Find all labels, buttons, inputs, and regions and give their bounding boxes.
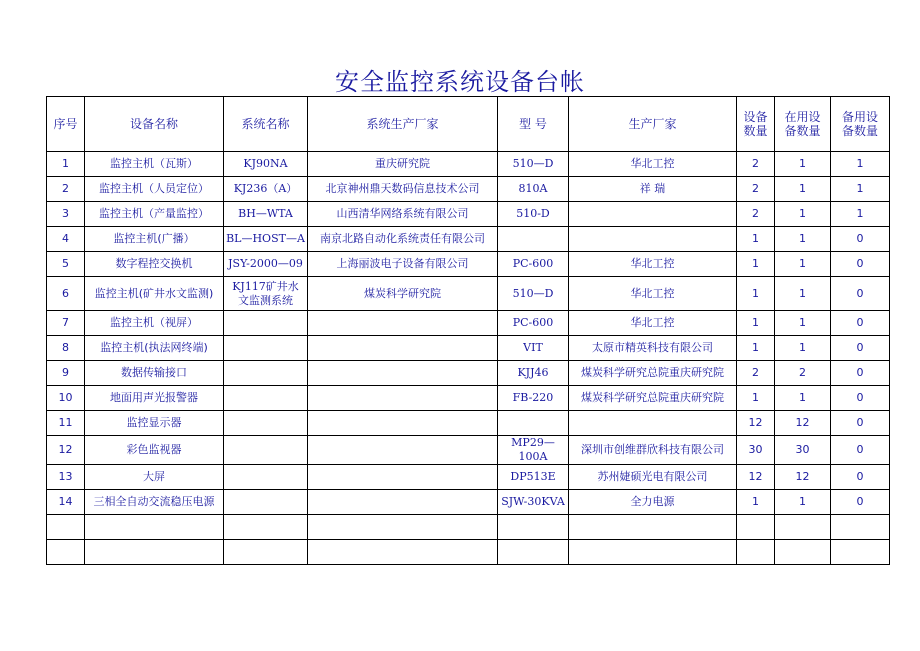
- cell-spare: 0: [831, 386, 890, 411]
- cell-spare: 0: [831, 436, 890, 465]
- cell-qty: 1: [737, 227, 775, 252]
- equipment-ledger-table: [46, 96, 890, 565]
- cell-spare: 0: [831, 411, 890, 436]
- cell-spare: 0: [831, 252, 890, 277]
- table-row: [47, 411, 890, 436]
- cell-device-name: 监控显示器: [85, 411, 224, 436]
- cell-model: 810A: [498, 177, 569, 202]
- cell-index: 2: [47, 177, 85, 202]
- table-row: [47, 465, 890, 490]
- cell-model: 510—D: [498, 277, 569, 311]
- cell-model: KJJ46: [498, 361, 569, 386]
- cell-system-name: BH—WTA: [224, 202, 308, 227]
- cell-system-maker: [308, 386, 498, 411]
- cell-in-use: [775, 515, 831, 540]
- cell-system-maker: [308, 436, 498, 465]
- cell-system-name: [224, 540, 308, 565]
- cell-index: 4: [47, 227, 85, 252]
- cell-index: 12: [47, 436, 85, 465]
- cell-device-name: 监控主机（瓦斯）: [85, 152, 224, 177]
- cell-system-maker: 上海丽波电子设备有限公司: [308, 252, 498, 277]
- header-device-name: 设备名称: [85, 97, 224, 152]
- cell-spare: 1: [831, 152, 890, 177]
- cell-qty: 1: [737, 386, 775, 411]
- cell-in-use: 1: [775, 336, 831, 361]
- cell-system-name: JSY-2000—09: [224, 252, 308, 277]
- cell-model: 510-D: [498, 202, 569, 227]
- cell-device-name: 监控主机（视屏）: [85, 311, 224, 336]
- cell-qty: 1: [737, 311, 775, 336]
- cell-model: FB-220: [498, 386, 569, 411]
- cell-maker: [569, 540, 737, 565]
- cell-in-use: 12: [775, 411, 831, 436]
- cell-system-name: KJ90NA: [224, 152, 308, 177]
- cell-system-name: [224, 436, 308, 465]
- cell-qty: 1: [737, 490, 775, 515]
- cell-spare: 1: [831, 177, 890, 202]
- cell-system-maker: [308, 361, 498, 386]
- cell-system-name: [224, 465, 308, 490]
- cell-qty: 12: [737, 411, 775, 436]
- cell-qty: [737, 540, 775, 565]
- cell-maker: 煤炭科学研究总院重庆研究院: [569, 361, 737, 386]
- cell-device-name: [85, 540, 224, 565]
- cell-maker: [569, 411, 737, 436]
- cell-spare: [831, 540, 890, 565]
- cell-in-use: 1: [775, 311, 831, 336]
- cell-index: [47, 540, 85, 565]
- cell-system-name: [224, 515, 308, 540]
- cell-device-name: 监控主机（人员定位）: [85, 177, 224, 202]
- cell-model: MP29—100A: [498, 436, 569, 465]
- cell-qty: 1: [737, 336, 775, 361]
- cell-system-name: BL—HOST—A: [224, 227, 308, 252]
- table-row: [47, 386, 890, 411]
- cell-index: 11: [47, 411, 85, 436]
- cell-system-maker: [308, 540, 498, 565]
- table-row: [47, 515, 890, 540]
- cell-in-use: [775, 540, 831, 565]
- cell-system-name: KJ117矿井水 文监测系统: [224, 277, 308, 311]
- cell-maker: 华北工控: [569, 311, 737, 336]
- cell-maker: 苏州婕硕光电有限公司: [569, 465, 737, 490]
- table-row: [47, 311, 890, 336]
- cell-system-name: [224, 490, 308, 515]
- cell-model: DP513E: [498, 465, 569, 490]
- cell-device-name: 数字程控交换机: [85, 252, 224, 277]
- cell-system-maker: 山西清华网络系统有限公司: [308, 202, 498, 227]
- cell-system-maker: [308, 490, 498, 515]
- cell-qty: 1: [737, 252, 775, 277]
- table-row: [47, 177, 890, 202]
- cell-index: 10: [47, 386, 85, 411]
- cell-qty: 30: [737, 436, 775, 465]
- header-maker: 生产厂家: [569, 97, 737, 152]
- header-system-maker: 系统生产厂家: [308, 97, 498, 152]
- cell-in-use: 1: [775, 177, 831, 202]
- cell-in-use: 30: [775, 436, 831, 465]
- cell-device-name: 地面用声光报警器: [85, 386, 224, 411]
- cell-qty: 2: [737, 177, 775, 202]
- cell-in-use: 1: [775, 490, 831, 515]
- cell-in-use: 1: [775, 227, 831, 252]
- cell-spare: 0: [831, 465, 890, 490]
- cell-index: 5: [47, 252, 85, 277]
- cell-device-name: 三相全自动交流稳压电源: [85, 490, 224, 515]
- cell-system-name: [224, 411, 308, 436]
- table-row: [47, 436, 890, 465]
- cell-qty: 12: [737, 465, 775, 490]
- cell-spare: 0: [831, 227, 890, 252]
- cell-system-maker: [308, 336, 498, 361]
- cell-qty: 2: [737, 202, 775, 227]
- cell-maker: [569, 202, 737, 227]
- cell-in-use: 1: [775, 252, 831, 277]
- cell-system-name: [224, 386, 308, 411]
- table-row: [47, 202, 890, 227]
- cell-in-use: 1: [775, 202, 831, 227]
- cell-maker: [569, 515, 737, 540]
- cell-spare: 0: [831, 336, 890, 361]
- cell-device-name: [85, 515, 224, 540]
- table-row: [47, 336, 890, 361]
- page-title: 安全监控系统设备台帐: [335, 68, 585, 96]
- cell-system-maker: [308, 411, 498, 436]
- cell-device-name: 数据传输接口: [85, 361, 224, 386]
- header-index: 序号: [47, 97, 85, 152]
- cell-system-name: [224, 311, 308, 336]
- cell-spare: 0: [831, 361, 890, 386]
- cell-system-maker: 南京北路自动化系统责任有限公司: [308, 227, 498, 252]
- cell-spare: 0: [831, 277, 890, 311]
- cell-maker: 太原市精英科技有限公司: [569, 336, 737, 361]
- cell-qty: [737, 515, 775, 540]
- header-qty: 设备 数量: [737, 97, 775, 152]
- cell-system-maker: [308, 465, 498, 490]
- table-row: [47, 277, 890, 311]
- header-system-name: 系统名称: [224, 97, 308, 152]
- cell-device-name: 彩色监视器: [85, 436, 224, 465]
- cell-model: [498, 540, 569, 565]
- table-row: [47, 361, 890, 386]
- cell-system-maker: [308, 515, 498, 540]
- cell-system-name: [224, 361, 308, 386]
- cell-in-use: 1: [775, 386, 831, 411]
- cell-model: SJW-30KVA: [498, 490, 569, 515]
- cell-maker: 华北工控: [569, 277, 737, 311]
- cell-maker: 全力电源: [569, 490, 737, 515]
- cell-system-maker: 煤炭科学研究院: [308, 277, 498, 311]
- cell-model: [498, 411, 569, 436]
- cell-system-maker: [308, 311, 498, 336]
- cell-device-name: 监控主机（产量监控）: [85, 202, 224, 227]
- cell-index: 3: [47, 202, 85, 227]
- cell-model: 510—D: [498, 152, 569, 177]
- header-in-use: 在用设 备数量: [775, 97, 831, 152]
- table-header-row: [47, 97, 890, 152]
- cell-spare: 1: [831, 202, 890, 227]
- cell-system-maker: 北京神州鼎天数码信息技术公司: [308, 177, 498, 202]
- cell-model: [498, 227, 569, 252]
- cell-model: [498, 515, 569, 540]
- cell-maker: [569, 227, 737, 252]
- cell-system-name: [224, 336, 308, 361]
- cell-qty: 1: [737, 277, 775, 311]
- cell-model: VIT: [498, 336, 569, 361]
- cell-index: 14: [47, 490, 85, 515]
- cell-maker: 煤炭科学研究总院重庆研究院: [569, 386, 737, 411]
- cell-index: 13: [47, 465, 85, 490]
- header-spare: 备用设 备数量: [831, 97, 890, 152]
- cell-in-use: 1: [775, 152, 831, 177]
- cell-device-name: 大屏: [85, 465, 224, 490]
- cell-spare: 0: [831, 311, 890, 336]
- cell-in-use: 12: [775, 465, 831, 490]
- cell-spare: 0: [831, 490, 890, 515]
- cell-in-use: 2: [775, 361, 831, 386]
- cell-model: PC-600: [498, 311, 569, 336]
- cell-system-name: KJ236（A）: [224, 177, 308, 202]
- cell-index: 1: [47, 152, 85, 177]
- cell-maker: 祥 瑞: [569, 177, 737, 202]
- cell-index: [47, 515, 85, 540]
- table-row: [47, 252, 890, 277]
- cell-qty: 2: [737, 361, 775, 386]
- cell-index: 8: [47, 336, 85, 361]
- cell-maker: 深圳市创维群欣科技有限公司: [569, 436, 737, 465]
- cell-in-use: 1: [775, 277, 831, 311]
- cell-device-name: 监控主机(执法网终端): [85, 336, 224, 361]
- cell-maker: 华北工控: [569, 252, 737, 277]
- cell-index: 9: [47, 361, 85, 386]
- cell-system-maker: 重庆研究院: [308, 152, 498, 177]
- cell-maker: 华北工控: [569, 152, 737, 177]
- cell-qty: 2: [737, 152, 775, 177]
- cell-device-name: 监控主机(广播）: [85, 227, 224, 252]
- cell-model: PC-600: [498, 252, 569, 277]
- table-row: [47, 540, 890, 565]
- cell-index: 6: [47, 277, 85, 311]
- table-row: [47, 152, 890, 177]
- cell-spare: [831, 515, 890, 540]
- table-row: [47, 227, 890, 252]
- header-model: 型 号: [498, 97, 569, 152]
- cell-index: 7: [47, 311, 85, 336]
- cell-device-name: 监控主机(矿井水文监测): [85, 277, 224, 311]
- table-row: [47, 490, 890, 515]
